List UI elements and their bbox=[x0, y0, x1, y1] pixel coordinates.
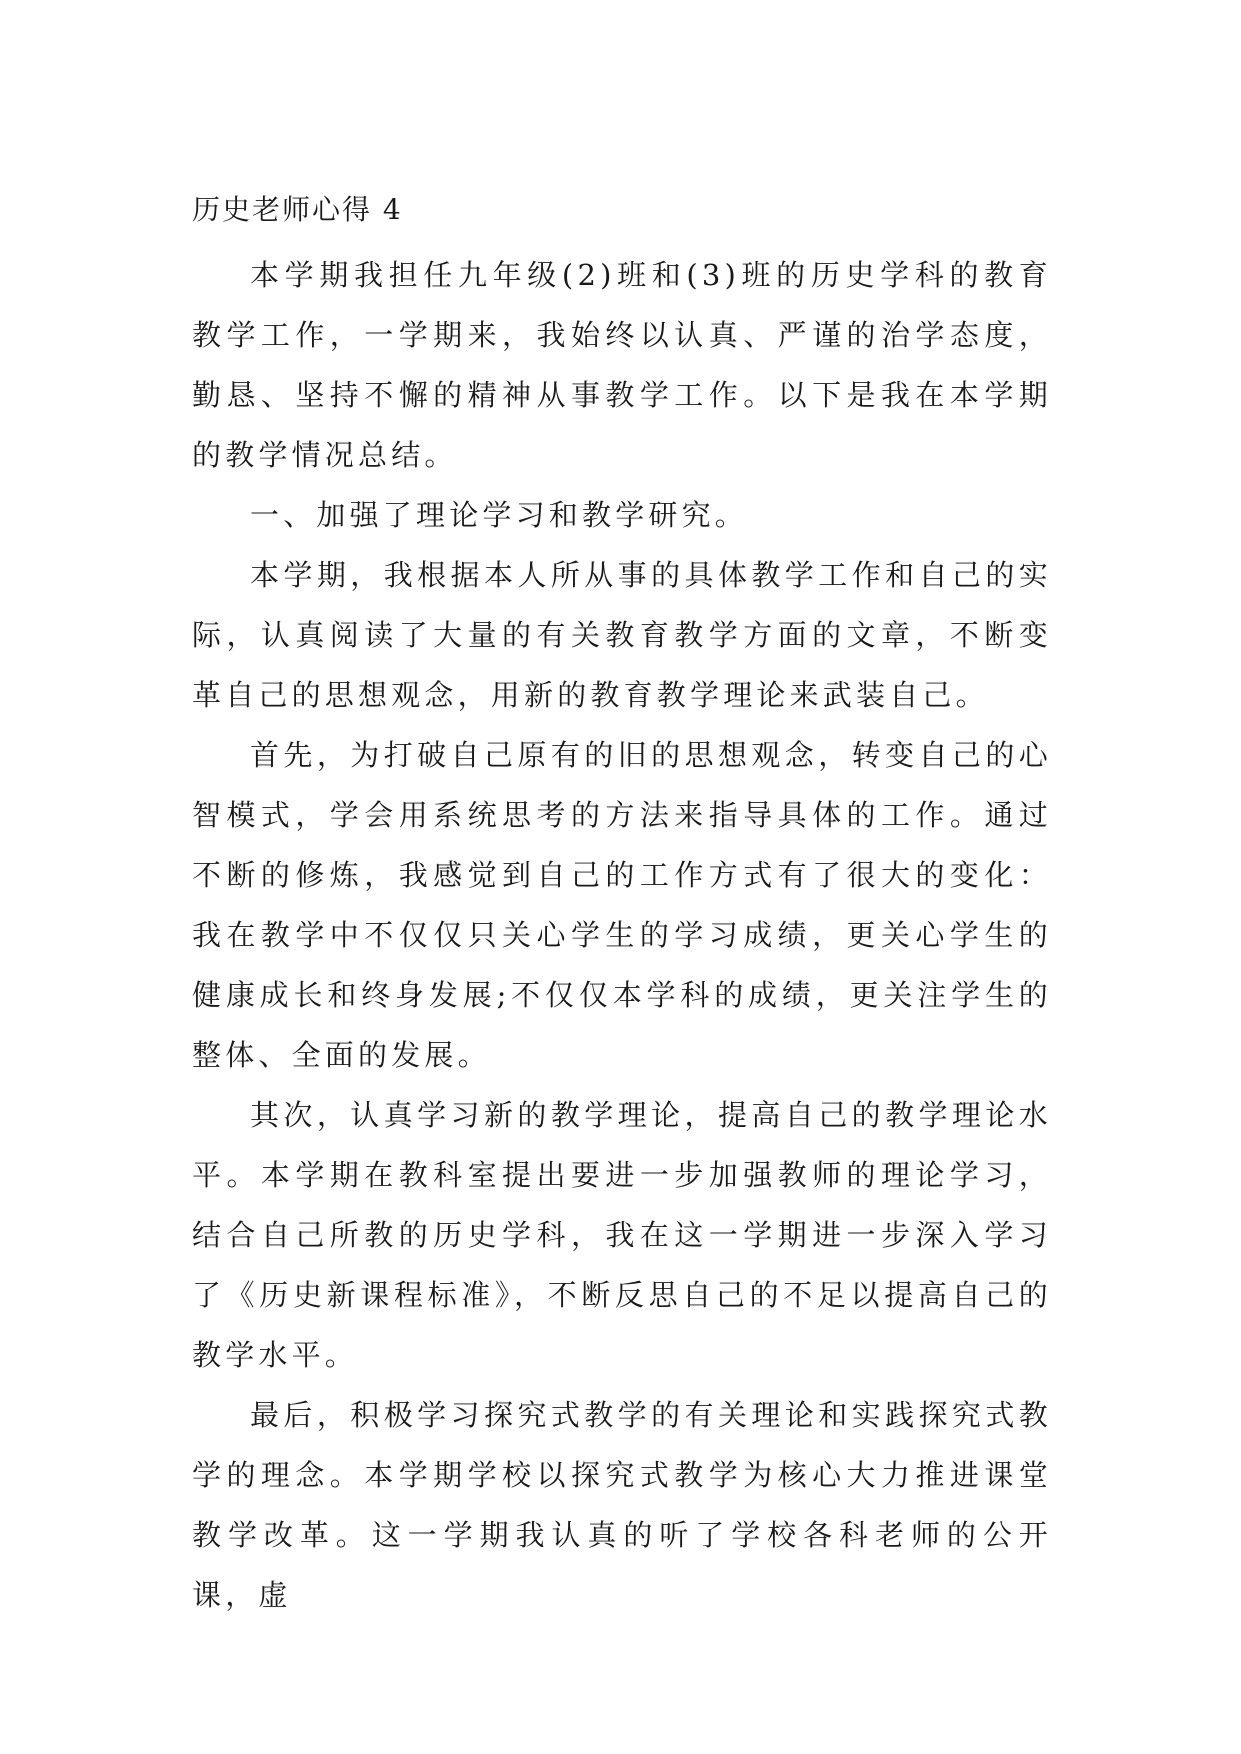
paragraph-section-1: 本学期，我根据本人所从事的具体教学工作和自己的实际，认真阅读了大量的有关教育教学方面的文章，不断变革自己的思想观念，用新的教育教学理论来武装自己。 bbox=[192, 558, 1052, 712]
paragraph-intro: 本学期我担任九年级(2)班和(3)班的历史学科的教育教学工作，一学期来，我始终以认真、严谨的治学态度，勤恳、坚持不懈的精神从事教学工作。以下是我在本学期的教学情况总结。 bbox=[192, 258, 1052, 472]
document-title: 历史老师心得 4 bbox=[192, 193, 403, 226]
paragraph-last: 最后，积极学习探究式教学的有关理论和实践探究式教学的理念。本学期学校以探究式教学为核心大力推进课堂教学改革。这一学期我认真的听了学校各科老师的公开课，虚 bbox=[192, 1398, 1052, 1612]
document-body bbox=[192, 190, 1052, 1625]
paragraph-second: 其次，认真学习新的教学理论，提高自己的教学理论水平。本学期在教科室提出要进一步加强教师的理论学习，结合自己所教的历史学科，我在这一学期进一步深入学习了《历史新课程标准》，不断反思自己的不足以提高自己的教学水平。 bbox=[192, 1098, 1052, 1372]
paragraph-first: 首先，为打破自己原有的旧的思想观念，转变自己的心智模式，学会用系统思考的方法来指导具体的工作。通过不断的修炼，我感觉到自己的工作方式有了很大的变化：我在教学中不仅仅只关心学生的学习成绩，更关心学生的健康成长和终身发展;不仅仅本学科的成绩，更关注学生的整体、全面的发展。 bbox=[192, 738, 1052, 1072]
section-heading-1: 一、加强了理论学习和教学研究。 bbox=[250, 498, 749, 532]
